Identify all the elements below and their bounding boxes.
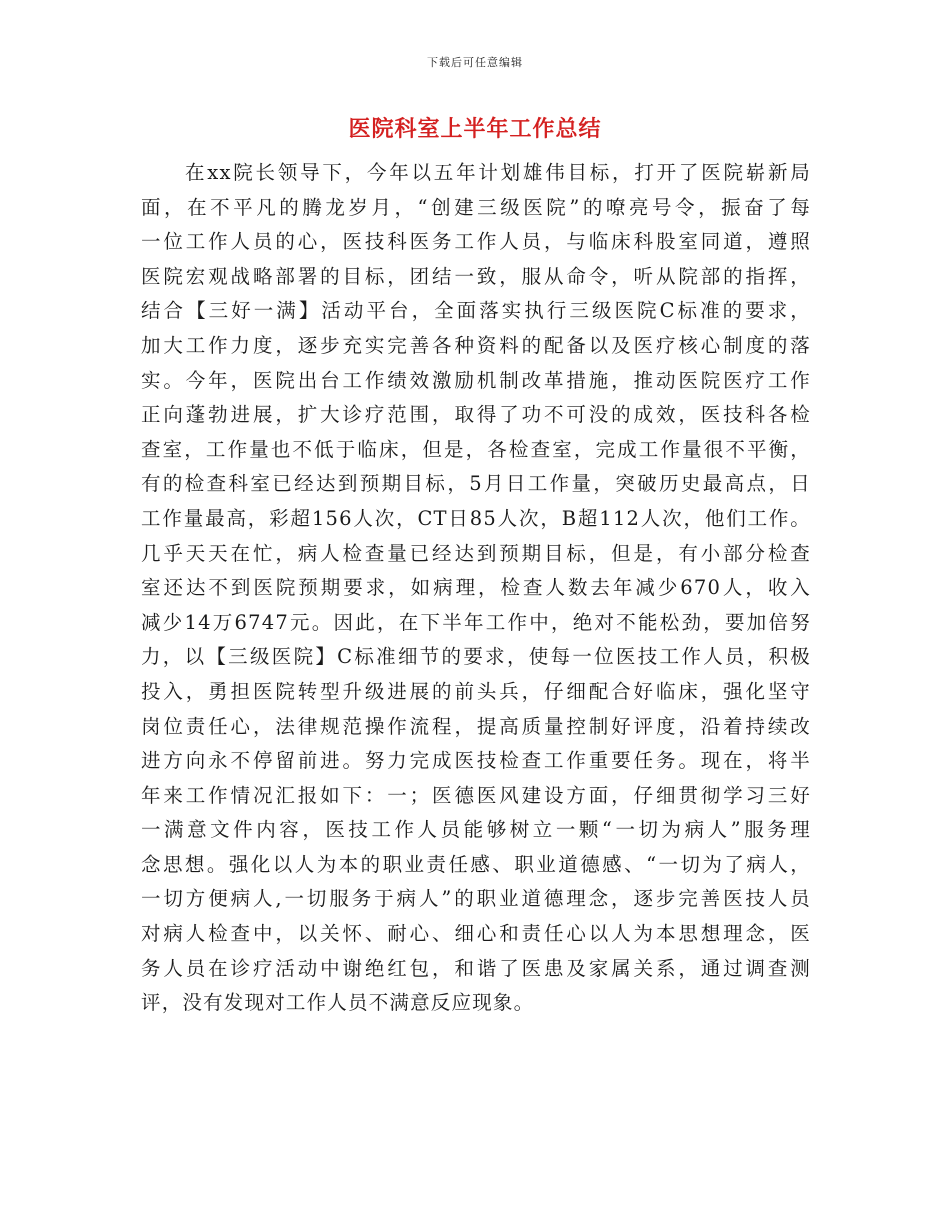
paragraph-line: 减少14万6747元。因此，在下半年工作中，绝对不能松劲，要加倍努 bbox=[141, 610, 811, 634]
page-header: 下载后可任意编辑 bbox=[427, 56, 523, 69]
paragraph-line: 务人员在诊疗活动中谢绝红包，和谐了医患及家属关系，通过调查测 bbox=[141, 956, 811, 980]
paragraph-line: 在xx院长领导下，今年以五年计划雄伟目标，打开了医院崭新局 bbox=[185, 161, 811, 184]
document-body bbox=[141, 156, 811, 1021]
paragraph-line: 对病人检查中，以关怀、耐心、细心和责任心以人为本思想理念，医 bbox=[141, 922, 811, 946]
paragraph-line: 评，没有发现对工作人员不满意反应现象。 bbox=[141, 991, 535, 1015]
document-title: 医院科室上半年工作总结 bbox=[348, 117, 602, 142]
paragraph-line: 力，以【三级医院】C标准细节的要求，使每一位医技工作人员，积极 bbox=[141, 645, 811, 669]
paragraph-line: 有的检查科室已经达到预期目标，5月日工作量，突破历史最高点，日 bbox=[141, 472, 811, 496]
paragraph-line: 投入，勇担医院转型升级进展的前头兵，仔细配合好临床，强化坚守 bbox=[141, 679, 811, 703]
paragraph-line: 医院宏观战略部署的目标，团结一致，服从命令，听从院部的指挥， bbox=[141, 264, 811, 288]
paragraph-line: 岗位责任心，法律规范操作流程，提高质量控制好评度，沿着持续改 bbox=[141, 714, 811, 738]
paragraph-line: 一切方便病人,一切服务于病人”的职业道德理念，逐步完善医技人员 bbox=[141, 887, 811, 911]
paragraph-line: 结合【三好一满】活动平台，全面落实执行三级医院C标准的要求， bbox=[141, 299, 811, 323]
paragraph-line: 面，在不平凡的腾龙岁月，“创建三级医院”的嘹亮号令，振奋了每 bbox=[141, 195, 811, 219]
paragraph-line: 查室，工作量也不低于临床，但是，各检查室，完成工作量很不平衡， bbox=[141, 437, 811, 461]
paragraph-line: 几乎天天在忙，病人检查量已经达到预期目标，但是，有小部分检查 bbox=[141, 541, 811, 565]
paragraph-line: 念思想。强化以人为本的职业责任感、职业道德感、“一切为了病人， bbox=[141, 852, 811, 876]
paragraph-line: 进方向永不停留前进。努力完成医技检查工作重要任务。现在，将半 bbox=[141, 749, 811, 773]
paragraph-line: 一位工作人员的心，医技科医务工作人员，与临床科股室同道，遵照 bbox=[141, 230, 811, 254]
paragraph-line: 工作量最高，彩超156人次，CT日85人次，B超112人次，他们工作。 bbox=[141, 506, 811, 530]
paragraph-line: 实。今年，医院出台工作绩效激励机制改革措施，推动医院医疗工作 bbox=[141, 368, 811, 392]
paragraph-line: 年来工作情况汇报如下：一；医德医风建设方面，仔细贯彻学习三好 bbox=[141, 783, 811, 807]
paragraph-line: 一满意文件内容，医技工作人员能够树立一颗“一切为病人”服务理 bbox=[141, 818, 811, 842]
paragraph-line: 正向蓬勃进展，扩大诊疗范围，取得了功不可没的成效，医技科各检 bbox=[141, 403, 811, 427]
paragraph-line: 室还达不到医院预期要求，如病理，检查人数去年减少670人，收入 bbox=[141, 576, 811, 600]
paragraph-line: 加大工作力度，逐步充实完善各种资料的配备以及医疗核心制度的落 bbox=[141, 333, 811, 357]
